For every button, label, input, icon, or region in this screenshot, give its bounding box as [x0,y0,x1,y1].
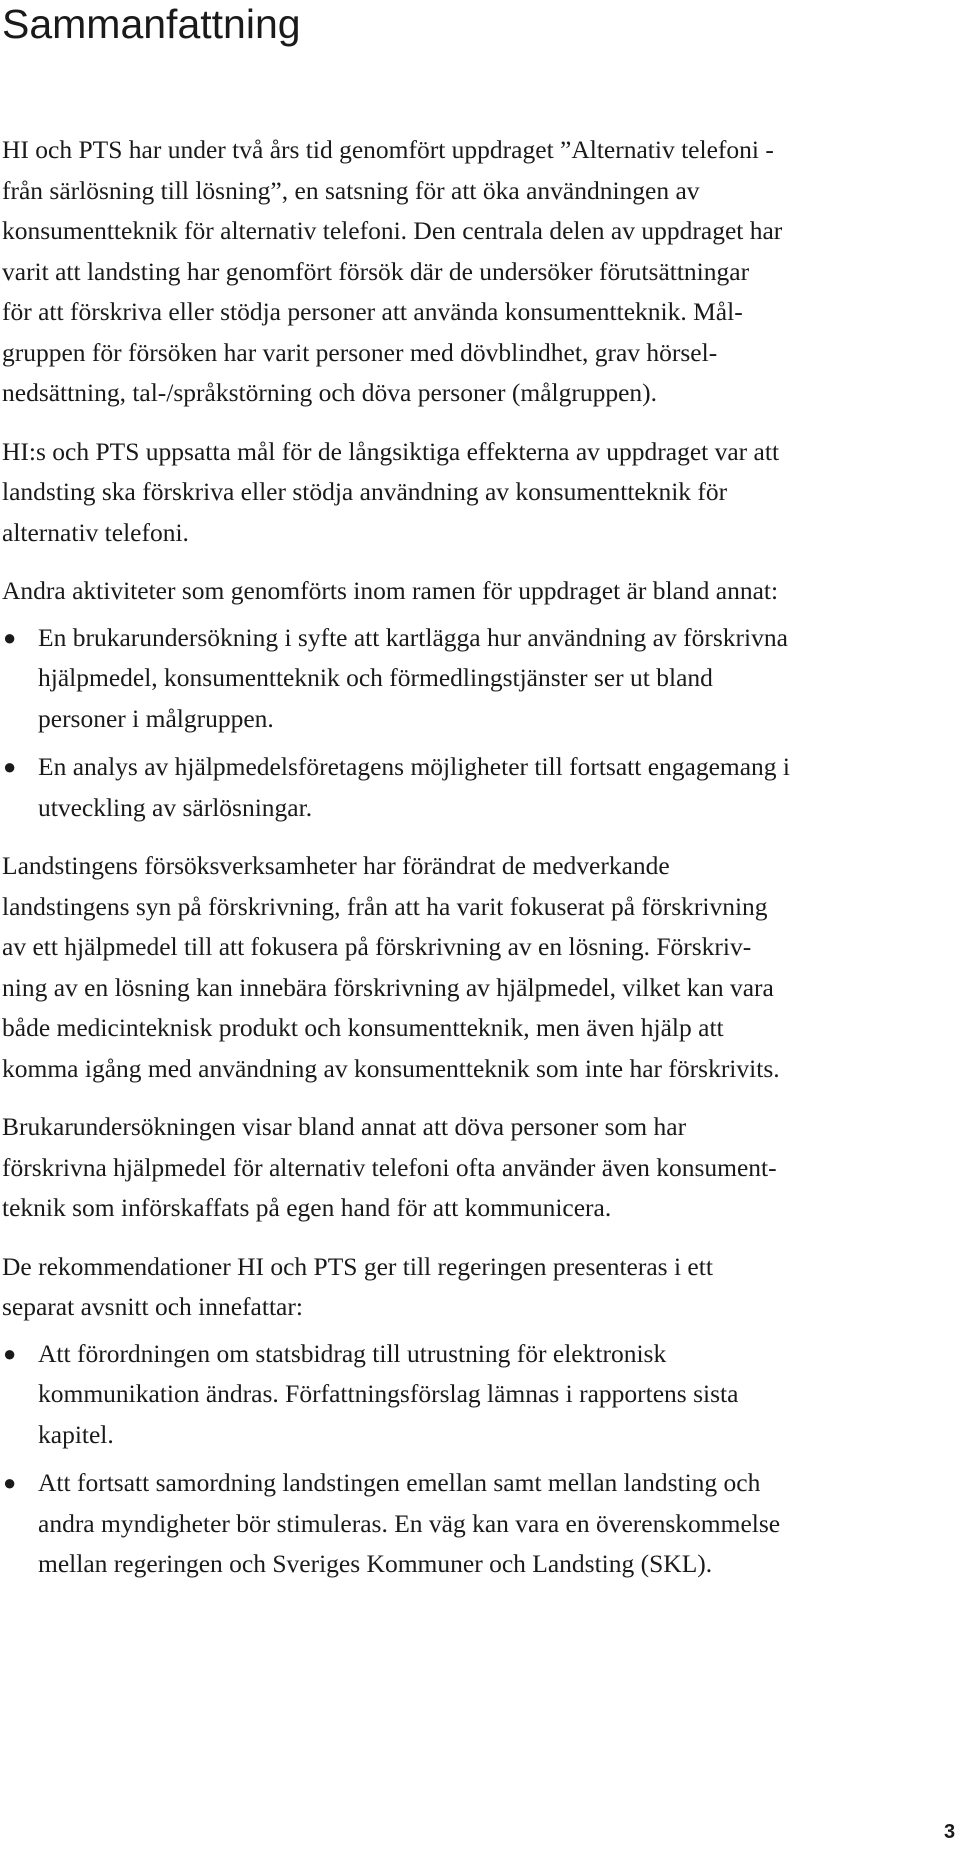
list-item [2,618,958,740]
text-line: En analys av hjälpmedelsföretagens möjligheter till fortsatt engagemang i [38,752,791,781]
list-item [2,1334,958,1456]
bullet-icon: ● [3,754,17,779]
text-line: Att förordningen om statsbidrag till utrustning för elektronisk [38,1338,667,1368]
text-line: av ett hjälpmedel till att fokusera på förskrivning av en lösning. Förskriv- [2,932,752,961]
text-line: landstingens syn på förskrivning, från att ha varit fokuserat på förskrivning [2,891,768,921]
text-line: HI:s och PTS uppsatta mål för de långsiktiga effekterna av uppdraget var att [2,436,780,466]
text-line: varit att landsting har genomfört försök där de undersöker förutsättningar [2,256,750,286]
text-line: Landstingens försöksverksamheter har förändrat de medverkande [2,851,670,880]
text-line: konsumentteknik för alternativ telefoni. Den centrala delen av uppdraget har [2,216,783,245]
paragraph-recommendations-intro [2,1247,958,1328]
text-line: Att fortsatt samordning landstingen emellan samt mellan landsting och [38,1468,761,1497]
text-line: personer i målgruppen. [38,703,274,733]
text-line: hjälpmedel, konsumentteknik och förmedlingstjänster ser ut bland [38,663,713,692]
text-line: landsting ska förskriva eller stödja användning av konsumentteknik för [2,477,728,506]
text-line: Andra aktiviteter som genomförts inom ramen för uppdraget är bland annat: [2,576,779,605]
text-line: alternativ telefoni. [2,517,189,547]
list-item [2,747,958,828]
text-line: De rekommendationer HI och PTS ger till regeringen presenteras i ett [2,1251,713,1281]
paragraph-intro [2,130,958,414]
page-number: 3 [944,1821,956,1843]
text-line: teknik som införskaffats på egen hand för att kommunicera. [2,1193,612,1222]
paragraph-goals [2,432,958,554]
recommendations-list [2,1334,958,1585]
paragraph-survey [2,1107,958,1229]
bullet-icon: ● [3,1340,17,1366]
text-line: nedsättning, tal-/språkstörning och döva personer (målgruppen). [2,378,658,407]
text-line: mellan regeringen och Sveriges Kommuner och Landsting (SKL). [38,1549,713,1578]
text-line: andra myndigheter bör stimuleras. En väg kan vara en överenskommelse [38,1508,781,1538]
text-line: både medicinteknisk produkt och konsumentteknik, men även hjälp att [2,1013,724,1042]
text-line: Brukarundersökningen visar bland annat att döva personer som har [2,1112,687,1141]
activities-list [2,618,958,829]
text-line: komma igång med användning av konsumentteknik som inte har förskrivits. [2,1053,780,1083]
page-title: Sammanfattning [2,1,301,47]
paragraph-trials [2,846,958,1089]
text-line: utveckling av särlösningar. [38,792,313,822]
list-item [2,1463,958,1585]
text-line: HI och PTS har under två års tid genomfört uppdraget ”Alternativ telefoni - [2,135,774,164]
bullet-icon: ● [3,1470,17,1495]
paragraph-activities-intro [2,571,958,612]
text-line: förskrivna hjälpmedel för alternativ telefoni ofta använder även konsument- [2,1152,777,1182]
bullet-icon: ● [3,624,17,650]
text-line: gruppen för försöken har varit personer med dövblindhet, grav hörsel- [2,337,718,367]
text-line: från särlösning till lösning”, en satsning för att öka användningen av [2,175,700,205]
text-line: kommunikation ändras. Författningsförslag lämnas i rapportens sista [38,1379,739,1408]
document-body [2,130,958,1603]
text-line: ning av en lösning kan innebära förskrivning av hjälpmedel, vilket kan vara [2,972,774,1002]
text-line: kapitel. [38,1419,114,1449]
text-line: En brukarundersökning i syfte att kartlägga hur användning av förskrivna [38,622,788,652]
text-line: separat avsnitt och innefattar: [2,1292,303,1321]
text-line: för att förskriva eller stödja personer att använda konsumentteknik. Mål- [2,297,743,326]
